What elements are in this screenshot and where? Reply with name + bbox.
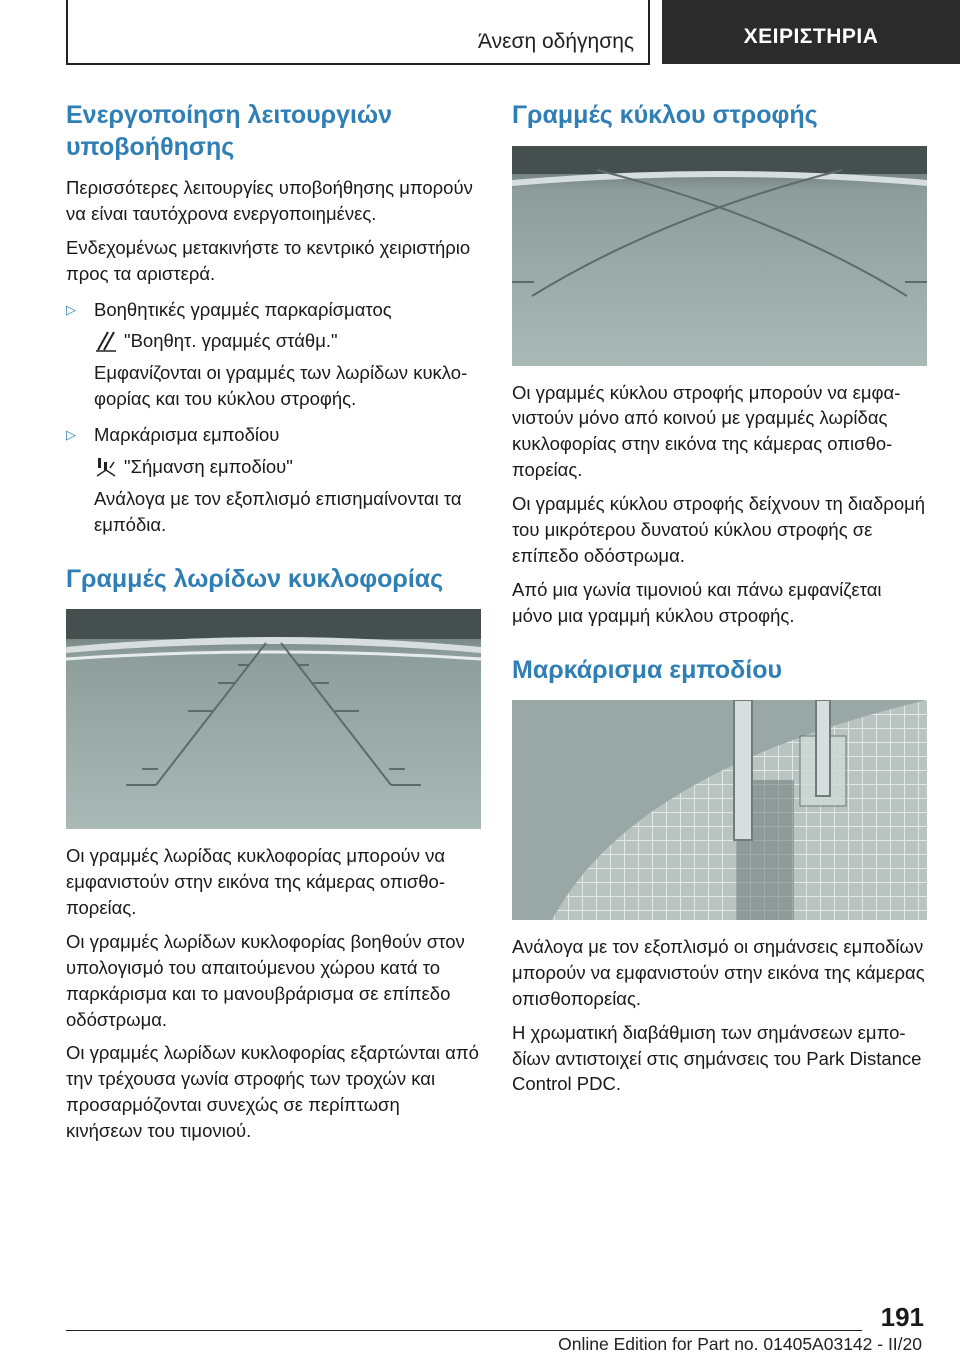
menu-item-obstacle-marking xyxy=(94,454,481,480)
header-rule-bottom xyxy=(66,63,650,65)
menu-item-parking-lines xyxy=(94,328,481,354)
edition-text: Online Edition for Part no. 01405A03142 - II/20 xyxy=(558,1334,922,1354)
bullet-obstacle-marking xyxy=(66,422,481,448)
triangle-bullet-icon: ▷ xyxy=(66,427,76,443)
left-column xyxy=(66,100,481,1152)
bullet-description: Εμφανίζονται οι γραμμές των λωρίδων κυκλοφορίας και του κύκλου στροφής. xyxy=(94,362,468,410)
parking-lines-icon xyxy=(94,330,118,352)
paragraph: Περισσότερες λειτουργίες υποβοήθησης μπορούν να είναι ταυτόχρονα ενεργοποιημένες. xyxy=(66,177,473,224)
turning-circle-camera-image xyxy=(512,146,927,366)
page-number: 191 xyxy=(880,1302,924,1332)
lane-lines-camera-image xyxy=(66,609,481,829)
obstacle-marking-camera-image xyxy=(512,700,927,920)
heading-lane-lines: Γραμμές λωρίδων κυκλοφορίας xyxy=(66,564,444,593)
heading-activate-assist: Ενεργοποίηση λειτουργιών υποβοήθησης xyxy=(66,101,392,161)
bullet-title: Βοηθητικές γραμμές παρκαρίσματος xyxy=(94,298,392,320)
paragraph: Οι γραμμές κύκλου στροφής μπορούν να εμφανιστούν μόνο από κοινού με γραμμές λωρίδας κυκλοφορίας στην εικόνα της κάμερας οπισθοπορείας. xyxy=(512,381,901,481)
menu-label: "Σήμανση εμποδίου" xyxy=(124,456,293,478)
paragraph: Οι γραμμές λωρίδων κυκλοφορίας εξαρτώνται από την τρέχουσα γωνία στροφής των τροχών και προσαρμόζονται συνεχώς σε περίπτωση κινήσεων του τιμονιού. xyxy=(66,1042,479,1142)
paragraph: Ανάλογα με τον εξοπλισμό οι σημάνσεις εμποδίων μπορούν να εμφανιστούν στην εικόνα της κάμερας οπισθοπορείας. xyxy=(512,936,925,1009)
obstacle-marking-icon xyxy=(94,456,118,478)
bullet-title: Μαρκάρισμα εμποδίου xyxy=(94,424,280,446)
chapter-tab: ΧΕΙΡΙΣΤΗΡΙΑ xyxy=(662,0,960,64)
paragraph: Οι γραμμές λωρίδας κυκλοφορίας μπορούν να εμφανιστούν στην εικόνα της κάμερας οπισθοπορείας. xyxy=(66,845,446,918)
menu-label: "Βοηθητ. γραμμές στάθμ." xyxy=(124,330,338,352)
footer-rule xyxy=(66,1330,862,1331)
header-rule-left xyxy=(66,0,68,64)
triangle-bullet-icon: ▷ xyxy=(66,301,76,317)
paragraph: Οι γραμμές κύκλου στροφής δείχνουν τη διαδρομή του μικρότερου δυνατού κύκλου στροφής σε επίπεδο οδόστρωμα. xyxy=(512,493,926,566)
paragraph: Ενδεχομένως μετακινήστε το κεντρικό χειριστήριο προς τα αριστερά. xyxy=(66,236,471,284)
bullet-parking-lines xyxy=(66,297,481,323)
right-column xyxy=(512,100,927,1105)
paragraph: Από μια γωνία τιμονιού και πάνω εμφανίζεται μόνο μια γραμμή κύκλου στροφής. xyxy=(512,578,882,626)
section-title: Άνεση οδήγησης xyxy=(478,30,634,53)
bullet-description: Ανάλογα με τον εξοπλισμό επισημαίνονται τα εμπόδια. xyxy=(94,487,462,535)
paragraph: Η χρωματική διαβάθμιση των σημάνσεων εμποδίων αντιστοιχεί στις σημάνσεις του Park Distance Control PDC. xyxy=(512,1021,922,1095)
heading-obstacle-marking: Μαρκάρισμα εμποδίου xyxy=(512,655,783,684)
paragraph: Οι γραμμές λωρίδων κυκλοφορίας βοηθούν στον υπολογισμό του απαιτούμενου χώρου κατά το παρκάρισμα και το μανουβράρισμα σε επίπεδο οδόστρωμα. xyxy=(66,930,465,1030)
heading-turning-circle: Γραμμές κύκλου στροφής xyxy=(512,101,818,129)
header-rule-mid xyxy=(648,0,650,64)
